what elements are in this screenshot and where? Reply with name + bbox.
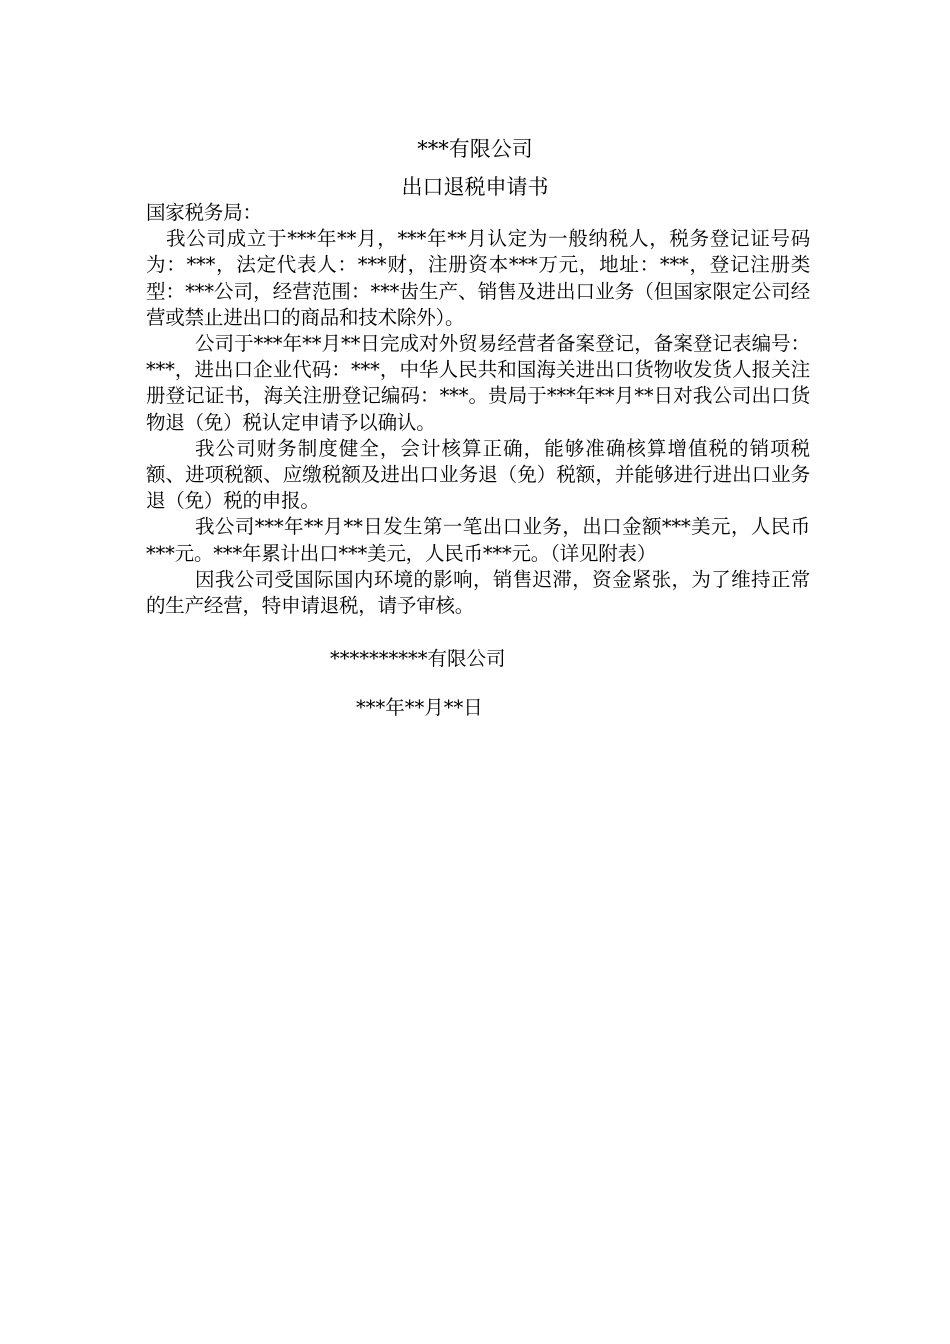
paragraph-export-amount: 我公司***年**月**日发生第一笔出口业务，出口金额***美元，人民币***元。***年累计出口***美元，人民币***元。（详见附表） (146, 515, 810, 565)
paragraph-finance: 我公司财务制度健全，会计核算正确，能够准确核算增值税的销项税额、进项税额、应缴税额及进出口业务退（免）税额，并能够进行进出口业务退（免）税的申报。 (146, 436, 810, 513)
letter-body (146, 200, 810, 619)
document-title: 出口退税申请书 (401, 175, 549, 199)
paragraph-registration: 公司于***年**月**日完成对外贸易经营者备案登记，备案登记表编号：***，进出口企业代码：***，中华人民共和国海关进出口货物收发货人报关注册登记证书，海关注册登记编码：***。贵局于***年**月**日对我公司出口货物退（免）税认定申请予以确认。 (146, 332, 810, 434)
signature-date: ***年**月**日 (356, 696, 483, 719)
signature-company: **********有限公司 (330, 647, 506, 670)
paragraph-request: 因我公司受国际国内环境的影响，销售迟滞，资金紧张，为了维持正常的生产经营，特申请退税，请予审核。 (146, 567, 810, 618)
addressee: 国家税务局： (146, 201, 262, 224)
company-title: ***有限公司 (417, 137, 533, 161)
paragraph-company-info: 我公司成立于***年**月，***年**月认定为一般纳税人，税务登记证号码为：***，法定代表人：***财，注册资本***万元，地址：***，登记注册类型：***公司，经营范围：***齿生产、销售及进出口业务（但国家限定公司经营或禁止进出口的商品和技术除外）。 (146, 227, 810, 329)
